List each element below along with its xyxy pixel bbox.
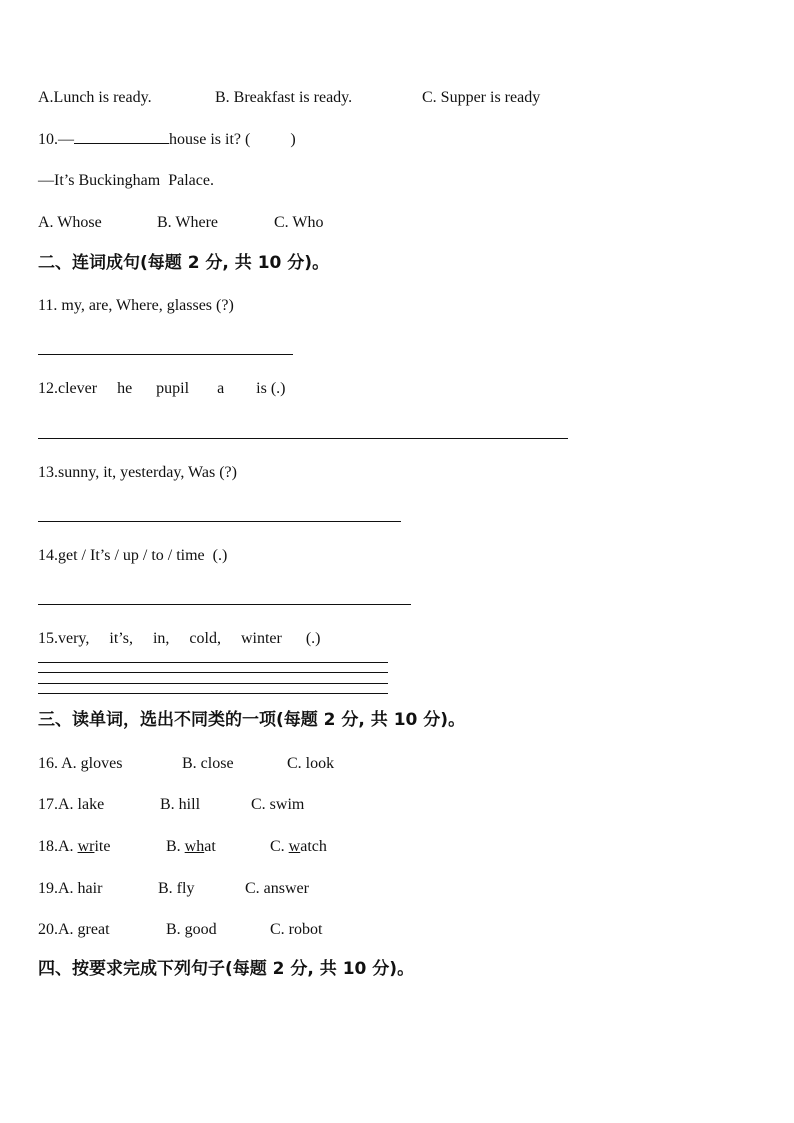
q18-b-prefix: B. <box>166 838 185 855</box>
q18-c-underlined: w <box>288 838 301 855</box>
q20-option-a <box>38 920 110 940</box>
q10-option-a: A. Whose <box>38 214 102 231</box>
q20-option-b: B. good <box>166 921 217 938</box>
q16-option-a <box>38 754 122 774</box>
q16-a-text: A. gloves <box>58 755 123 772</box>
q12-words: clever he pupil a is (.) <box>58 380 286 397</box>
q10-reply: —It’s Buckingham Palace. <box>38 172 214 189</box>
q10-number: 10. <box>38 131 58 148</box>
q14 <box>38 546 227 566</box>
q14-answer-line[interactable] <box>38 604 411 605</box>
q18-b-rest: at <box>204 838 216 855</box>
q20-number: 20. <box>38 921 58 938</box>
q9-option-b: B. Breakfast is ready. <box>215 89 353 106</box>
q10-dash: — <box>58 131 74 148</box>
q10-text: house is it? ( <box>169 131 251 148</box>
q19-a-text: A. hair <box>58 880 103 897</box>
q17-a-text: A. lake <box>58 796 105 813</box>
q15-words: very, it’s, in, cold, winter (.) <box>58 630 321 647</box>
q18-b-underlined: wh <box>184 838 205 855</box>
q15-answer-line-1[interactable] <box>38 662 388 663</box>
q18-option-c <box>270 837 327 857</box>
q17-number: 17. <box>38 796 58 813</box>
section2-heading: 二、连词成句(每题 2 分, 共 10 分)。 <box>38 253 330 273</box>
q13-words: sunny, it, yesterday, Was (?) <box>58 464 237 481</box>
q13-number: 13. <box>38 464 58 481</box>
q18-c-rest: atch <box>300 838 327 855</box>
q9-option-a: A.Lunch is ready. <box>38 89 152 106</box>
q18-a-underlined: wr <box>77 838 95 855</box>
q10-option-c: C. Who <box>274 214 324 231</box>
q11-words: my, are, Where, glasses (?) <box>57 297 234 314</box>
q18-a-rest: ite <box>94 838 111 855</box>
q12 <box>38 379 286 399</box>
q18-number: 18. <box>38 838 58 855</box>
q12-answer-line[interactable] <box>38 438 568 439</box>
q13 <box>38 463 237 483</box>
q18-option-b <box>166 837 216 857</box>
q13-answer-line[interactable] <box>38 521 401 522</box>
q19-option-a <box>38 879 102 899</box>
q18-option-a <box>38 837 110 857</box>
q15-answer-line-3[interactable] <box>38 683 388 684</box>
q20-a-text: A. great <box>58 921 110 938</box>
q11-answer-line[interactable] <box>38 354 293 355</box>
q15-answer-line-4[interactable] <box>38 693 388 694</box>
q17-option-a <box>38 795 104 815</box>
q9-option-c: C. Supper is ready <box>422 89 541 106</box>
q11 <box>38 296 234 316</box>
q10-question <box>38 129 296 150</box>
q19-option-c: C. answer <box>245 880 309 897</box>
q10-blank <box>74 129 169 144</box>
q16-number: 16. <box>38 755 58 772</box>
q14-number: 14. <box>38 547 58 564</box>
q17-option-c: C. swim <box>251 796 305 813</box>
q16-option-c: C. look <box>287 755 335 772</box>
q12-number: 12. <box>38 380 58 397</box>
q19-number: 19. <box>38 880 58 897</box>
q10-option-b: B. Where <box>157 214 219 231</box>
q18-a-prefix: A. <box>58 838 78 855</box>
q20-option-c: C. robot <box>270 921 323 938</box>
q16-option-b: B. close <box>182 755 234 772</box>
q18-c-prefix: C. <box>270 838 289 855</box>
q10-close-paren: ) <box>290 131 296 148</box>
section4-heading: 四、按要求完成下列句子(每题 2 分, 共 10 分)。 <box>38 959 415 979</box>
q14-words: get / It’s / up / to / time (.) <box>58 547 228 564</box>
q15 <box>38 629 320 649</box>
q19-option-b: B. fly <box>158 880 195 897</box>
q15-number: 15. <box>38 630 58 647</box>
q11-number: 11. <box>38 297 58 314</box>
q17-option-b: B. hill <box>160 796 201 813</box>
q15-answer-line-2[interactable] <box>38 672 388 673</box>
section3-heading: 三、读单词，选出不同类的一项(每题 2 分, 共 10 分)。 <box>38 710 466 730</box>
